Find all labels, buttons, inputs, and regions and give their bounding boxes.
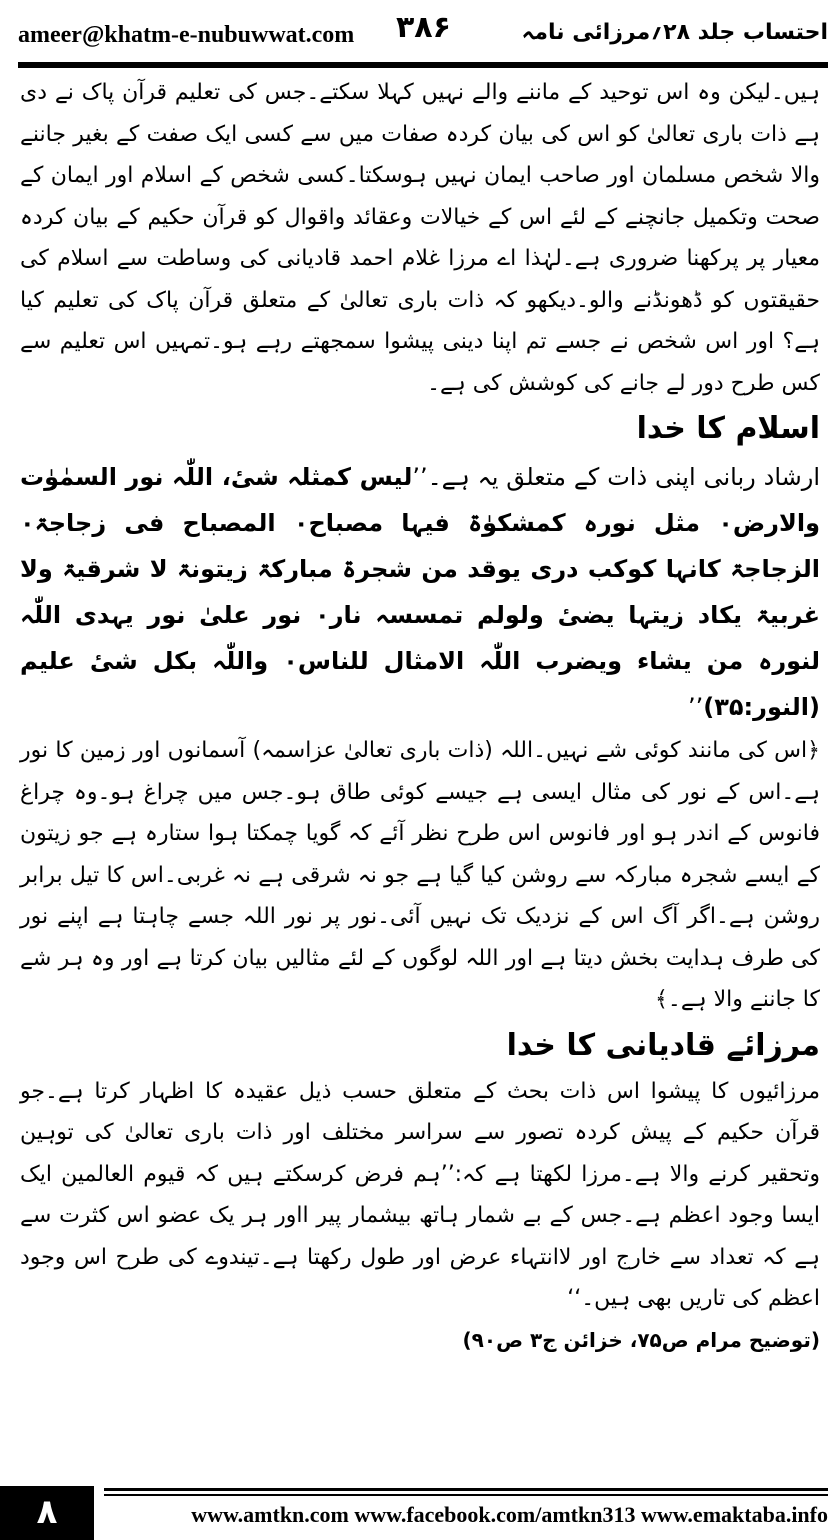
header-book-title: احتساب جلد ۲۸؍مرزائی نامہ xyxy=(521,20,828,45)
heading-mirza-ka-khuda: مرزائے قادیانی کا خدا xyxy=(506,1027,820,1063)
header-rule xyxy=(18,62,828,68)
paragraph-intro: ہیں۔لیکن وہ اس توحید کے ماننے والے نہیں کہلا سکتے۔جس کی تعلیم قرآن پاک نے دی ہے ذات باری تعالیٰ کو اس کی بیان کردہ صفات میں سے کسی ایک صفت کے بغیر جاننے والا شخص مسلمان اور صاحب ایمان نہیں ہوسکتا۔کسی شخص کے اسلام اور ایمان کے صحت وتکمیل جانچنے کے لئے اس کے خیالات وعقائد واقوال کو قرآن حکیم کے بیان کردہ معیار پر پرکھنا ضروری ہے۔لہٰذا اے مرزا غلام احمد قادیانی کی وساطت سے اسلام کی حقیقتوں کو ڈھونڈنے والو۔دیکھو کہ ذات باری تعالیٰ کے متعلق قرآن پاک کی تعلیم کیا ہے؟ اور اس شخص نے جسے تم اپنا دینی پیشوا سمجھتے رہے ہو۔تمہیں اس تعلیم سے کس طرح دور لے جانے کی کوشش کی ہے۔ xyxy=(20,80,820,396)
paragraph-quran-verse xyxy=(20,454,820,730)
header-email[interactable]: ameer@khatm-e-nubuwwat.com xyxy=(18,22,355,48)
footer-rule-thick xyxy=(104,1488,828,1491)
citation-reference: (توضیح مرام ص۷۵، خزائن ج۳ ص۹۰) xyxy=(462,1327,820,1352)
heading-islam-ka-khuda: اسلام کا خدا xyxy=(636,411,820,446)
footer-number-box: ٨ xyxy=(0,1486,94,1540)
verse-arabic: لیس کمثلہ شیٔ، اللّٰہ نور السمٰوٰت والارض۰ مثل نورہ کمشکوٰۃ فیہا مصباح۰ المصباح فی زجاجۃ۰ الزجاجۃ کانہا کوکب دری یوقد من شجرۃ مبارکۃ زیتونۃ لا شرقیۃ ولا غربیۃ یکاد زیتہا یضیٔ ولولم تمسسہ نار۰ نور علیٰ نور یہدی اللّٰہ لنورہ من یشاء ویضرب اللّٰہ الامثال للناس۰ واللّٰہ بکل شیٔ علیم (النور:۳۵) xyxy=(20,463,821,721)
verse-closing-quote: ’’ xyxy=(688,693,704,721)
page-header xyxy=(18,8,828,58)
verse-intro: ارشاد ربانی اپنی ذات کے متعلق یہ ہے۔’’ xyxy=(412,463,820,491)
paragraph-verse-translation: ﴿اس کی مانند کوئی شے نہیں۔اللہ (ذات باری تعالیٰ عزاسمہ) آسمانوں اور زمین کا نور ہے۔اس کے نور کی مثال ایسی ہے جیسے کوئی طاق ہو۔جس میں چراغ ہو۔وہ چراغ فانوس کے اندر ہو اور فانوس اس طرح نظر آئے کہ گویا چمکتا ہوا ستارہ ہے جو زیتون کے ایسے شجرہ مبارکہ سے روشن کیا گیا ہے جو نہ شرقی ہے نہ غربی۔اس کا تیل برابر روشن ہے۔اگر آگ اس کے نزدیک تک نہیں آئی۔نور پر نور اللہ جسے چاہتا ہے اپنے نور کی طرف ہدایت بخش دیتا ہے اور اللہ لوگوں کے لئے مثالیں بیان کرتا ہے اور وہ ہر شے کا جاننے والا ہے۔﴾ xyxy=(20,738,820,1012)
footer-urls[interactable]: www.amtkn.com www.facebook.com/amtkn313 www.emaktaba.info xyxy=(191,1502,828,1527)
header-page-number: ۳۸۶ xyxy=(396,10,451,45)
paragraph-mirza-belief: مرزائیوں کا پیشوا اس ذات بحث کے متعلق حسب ذیل عقیدہ کا اظہار کرتا ہے۔جو قرآن حکیم کے پیش کردہ تصور سے سراسر مختلف اور ذات باری تعالیٰ کی توہین وتحقیر کرنے والا ہے۔مرزا لکھتا ہے کہ:’’ہم فرض کرسکتے ہیں کہ قیوم العالمین ایک ایسا وجود اعظم ہے۔جس کے بے شمار ہاتھ بیشمار پیر ااور ہر یک عضو اس کثرت سے ہے کہ تعداد سے خارج اور لاانتہاء عرض اور طول رکھتا ہے۔تیندوے کی طرح اس وجود اعظم کی تاریں بھی ہیں۔‘‘ xyxy=(20,1078,820,1311)
page-body xyxy=(20,72,820,1360)
footer-rule-thin xyxy=(104,1494,828,1496)
